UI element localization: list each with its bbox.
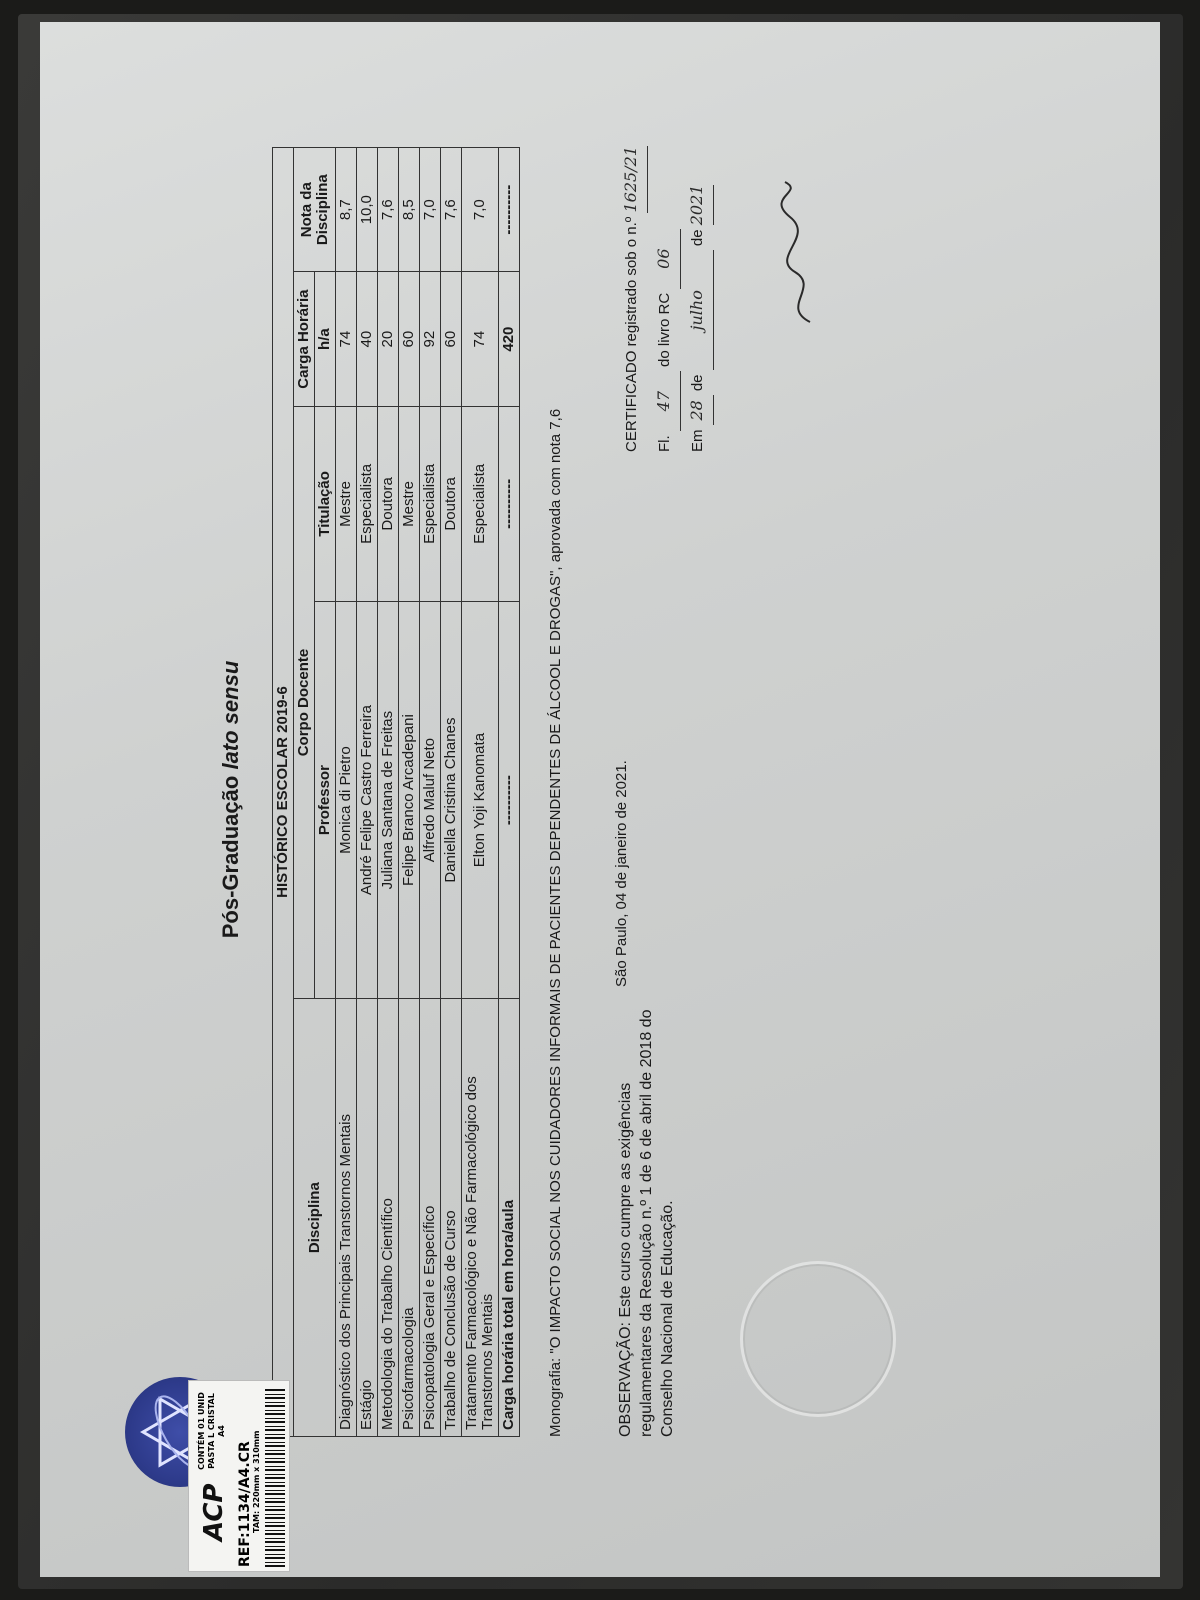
cell-nota: 8,7 (336, 148, 357, 272)
sticker-brand: ACP (199, 1483, 229, 1541)
total-label: Carga horária total em hora/aula (499, 999, 520, 1437)
cell-disciplina: Metodologia do Trabalho Científico (378, 999, 399, 1437)
barcode-icon (265, 1387, 285, 1567)
header-nota: Nota da Disciplina (294, 148, 336, 272)
cell-nota: 7,6 (441, 148, 462, 272)
signature-icon (770, 177, 835, 327)
certificado-label: CERTIFICADO registrado sob o n.º (623, 216, 640, 452)
table-row (462, 148, 499, 1437)
total-titulacao: ---------- (499, 406, 520, 601)
cell-professor: André Felipe Castro Ferreira (357, 601, 378, 998)
de-label-2: de (689, 229, 706, 247)
cell-professor: Monica di Pietro (336, 601, 357, 998)
monografia-text: Monografia: "O IMPACTO SOCIAL NOS CUIDADORES INFORMAIS DE PACIENTES DEPENDENTES DE ÁLCOOL E DROGAS", aprovada com nota 7,6 (547, 408, 564, 1437)
cell-carga: 40 (357, 272, 378, 406)
cell-titulacao: Doutora (441, 406, 462, 601)
header-corpo-docente: Corpo Docente (294, 406, 315, 998)
table-row (420, 148, 441, 1437)
certificado-block (615, 32, 714, 452)
cell-nota: 7,0 (462, 148, 499, 272)
ano-value: 2021 (681, 185, 714, 226)
cell-disciplina: Tratamento Farmacológico e Não Farmacológico dos Transtornos Mentais (462, 999, 499, 1437)
sticker-contents: CONTÉM 01 UNID PASTA L CRISTAL A4 (197, 1392, 226, 1470)
embossed-seal-icon (740, 1261, 896, 1417)
cell-carga: 74 (462, 272, 499, 406)
fl-label: Fl. (656, 435, 673, 452)
sticker-tam: TAM: 220mm x 310mm (252, 1430, 261, 1533)
document-page (40, 22, 1160, 1577)
dia-value: 28 (681, 395, 714, 425)
table-row (357, 148, 378, 1437)
total-carga: 420 (499, 272, 520, 406)
total-professor: ---------- (499, 601, 520, 998)
table-title: HISTÓRICO ESCOLAR 2019-6 (273, 148, 294, 1437)
title-italic: lato sensu (218, 660, 243, 770)
cell-disciplina: Trabalho de Conclusão de Curso (441, 999, 462, 1437)
de-label-1: de (689, 374, 706, 392)
header-titulacao: Titulação (315, 406, 336, 601)
header-professor: Professor (315, 601, 336, 998)
sticker-ref: REF:1134/A4.CR (237, 1441, 253, 1567)
cell-disciplina: Psicofarmacologia (399, 999, 420, 1437)
mes-value: julho (681, 250, 714, 370)
em-label: Em (689, 429, 706, 452)
certificado-line2 (648, 32, 681, 452)
cell-professor: Juliana Santana de Freitas (378, 601, 399, 998)
title-main: Pós-Graduação (218, 775, 243, 939)
cell-carga: 60 (399, 272, 420, 406)
certificado-line3 (681, 32, 714, 452)
cell-nota: 10,0 (357, 148, 378, 272)
rotated-content (40, 22, 1160, 1577)
table-row (336, 148, 357, 1437)
cell-nota: 7,6 (378, 148, 399, 272)
place-date: São Paulo, 04 de janeiro de 2021. (613, 760, 630, 987)
header-carga-unit: h/a (315, 272, 336, 406)
table-row (378, 148, 399, 1437)
cell-professor: Daniella Cristina Chanes (441, 601, 462, 998)
total-nota: ---------- (499, 148, 520, 272)
cell-carga: 60 (441, 272, 462, 406)
cell-titulacao: Especialista (357, 406, 378, 601)
header-carga-horaria: Carga Horária (294, 272, 315, 406)
cell-professor: Alfredo Maluf Neto (420, 601, 441, 998)
header-disciplina: Disciplina (294, 999, 336, 1437)
total-row (499, 148, 520, 1437)
cell-professor: Felipe Branco Arcadepani (399, 601, 420, 998)
historico-table (272, 147, 520, 1437)
cell-nota: 8,5 (399, 148, 420, 272)
cell-titulacao: Doutora (378, 406, 399, 601)
cell-titulacao: Especialista (462, 406, 499, 601)
folder-label-sticker (188, 1380, 290, 1572)
cell-carga: 74 (336, 272, 357, 406)
livro-value: 06 (648, 229, 681, 289)
observacao-text: OBSERVAÇÃO: Este curso cumpre as exigências regulamentares da Resolução n.º 1 de 6 de abril de 2018 do Conselho Nacional de Educação. (617, 1009, 676, 1437)
cell-disciplina: Diagnóstico dos Principais Transtornos Mentais (336, 999, 357, 1437)
certificado-line1 (615, 32, 648, 452)
table-row (399, 148, 420, 1437)
page-title (218, 22, 244, 1577)
cell-carga: 20 (378, 272, 399, 406)
cell-professor: Elton Yoji Kanomata (462, 601, 499, 998)
cell-carga: 92 (420, 272, 441, 406)
certificado-numero: 1625/21 (615, 146, 648, 212)
cell-disciplina: Estágio (357, 999, 378, 1437)
cell-nota: 7,0 (420, 148, 441, 272)
cell-titulacao: Especialista (420, 406, 441, 601)
cell-titulacao: Mestre (399, 406, 420, 601)
cell-titulacao: Mestre (336, 406, 357, 601)
cell-disciplina: Psicopatologia Geral e Específico (420, 999, 441, 1437)
livro-label: do livro RC (656, 292, 673, 367)
table-row (441, 148, 462, 1437)
fl-value: 47 (648, 371, 681, 431)
